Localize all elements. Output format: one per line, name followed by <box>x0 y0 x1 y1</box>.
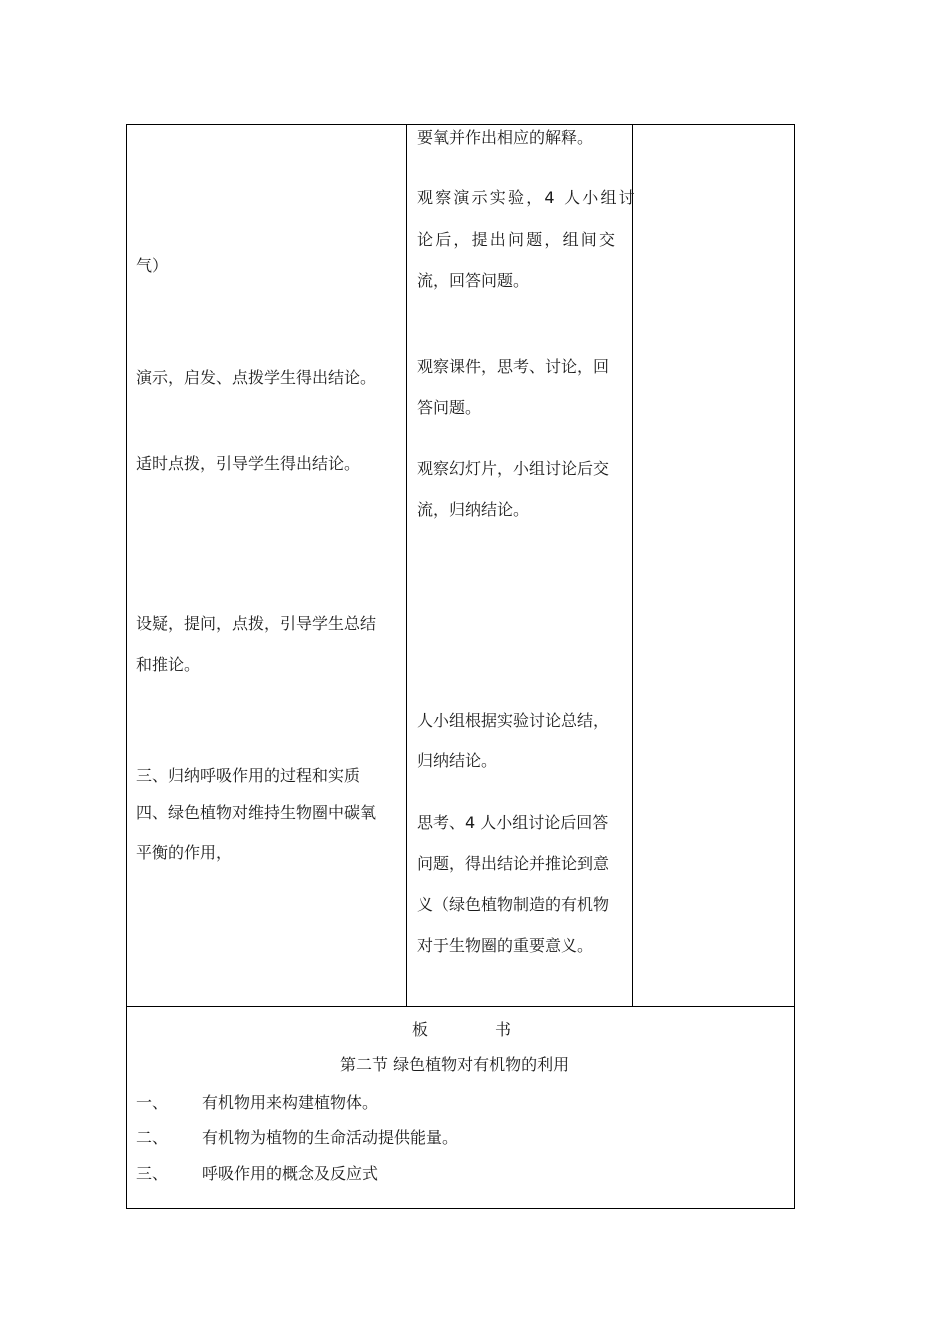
student-text: 思考、4 人小组讨论后回答 <box>417 813 609 832</box>
board-title-left: 板 <box>412 1020 429 1039</box>
student-text: 要氧并作出相应的解释。 <box>417 128 594 147</box>
board-section-divider <box>126 1006 795 1007</box>
student-text: 对于生物圈的重要意义。 <box>417 936 594 955</box>
board-item-number: 二、 <box>136 1128 169 1147</box>
student-text: 观察演示实验，4 人小组讨 <box>417 188 637 207</box>
student-text: 义（绿色植物制造的有机物 <box>417 895 610 914</box>
student-text: 流，归纳结论。 <box>417 500 530 519</box>
board-item-number: 一、 <box>136 1093 169 1112</box>
student-text: 答问题。 <box>417 398 482 417</box>
student-text: 观察幻灯片，小组讨论后交 <box>417 459 610 478</box>
teacher-text: 设疑，提问，点拨，引导学生总结 <box>136 614 377 633</box>
teacher-text: 四、绿色植物对维持生物圈中碳氧 <box>136 803 377 822</box>
teacher-text: 和推论。 <box>136 655 201 674</box>
board-item-text: 有机物为植物的生命活动提供能量。 <box>202 1128 459 1147</box>
teacher-text: 气） <box>136 256 169 275</box>
student-text: 观察课件，思考、讨论，回 <box>417 357 610 376</box>
board-item-text: 呼吸作用的概念及反应式 <box>202 1164 379 1183</box>
board-item-text: 有机物用来构建植物体。 <box>202 1093 379 1112</box>
student-text: 人小组根据实验讨论总结， <box>417 711 610 730</box>
board-subtitle: 第二节 绿色植物对有机物的利用 <box>340 1055 570 1074</box>
board-item-number: 三、 <box>136 1164 169 1183</box>
column-divider-2 <box>632 124 633 1007</box>
teacher-text: 演示，启发、点拨学生得出结论。 <box>136 368 377 387</box>
board-title-right: 书 <box>495 1020 512 1039</box>
student-text: 流，回答问题。 <box>417 271 530 290</box>
column-divider-1 <box>406 124 407 1007</box>
student-text: 归纳结论。 <box>417 751 498 770</box>
student-text: 问题，得出结论并推论到意 <box>417 854 610 873</box>
teacher-text: 三、归纳呼吸作用的过程和实质 <box>136 766 361 785</box>
student-text: 论后，提出问题，组间交 <box>417 230 618 249</box>
teacher-text: 平衡的作用， <box>136 843 233 862</box>
teacher-text: 适时点拨，引导学生得出结论。 <box>136 454 361 473</box>
